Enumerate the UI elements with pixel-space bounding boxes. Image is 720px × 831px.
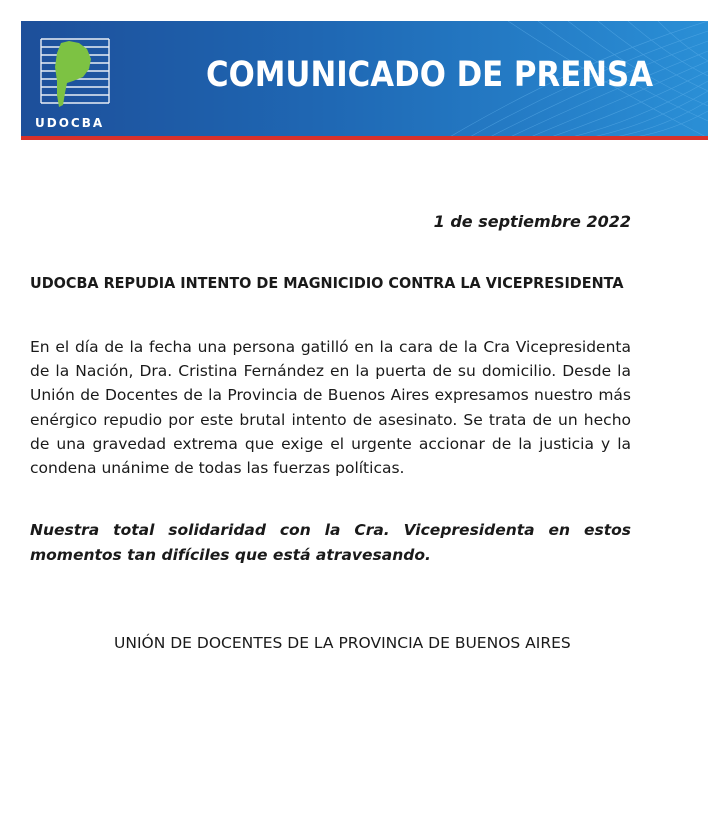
body-paragraph: En el día de la fecha una persona gatilló en la cara de la Cra Vicepresidenta de la Nación, Dra. Cristina Fernández en la puerta de su domicilio. Desde la Unión de Docentes de la Provincia de Buenos Aires expresamos nuestro más enérgico repudio por este brutal intento de asesinato. Se trata de un hecho de una gravedad extrema que exige el urgente accionar de la justicia y la condena unánime de todas las fuerzas políticas.	[30, 338, 631, 478]
province-map-logo-icon	[39, 33, 111, 111]
document-headline: UDOCBA REPUDIA INTENTO DE MAGNICIDIO CONTRA LA VICEPRESIDENTA	[30, 274, 624, 292]
accent-bar	[21, 136, 708, 140]
header-banner	[21, 21, 708, 138]
logo	[39, 33, 111, 111]
solidarity-paragraph: Nuestra total solidaridad con la Cra. Vicepresidenta en estos momentos tan difíciles que está atravesando.	[30, 521, 631, 564]
page-title: COMUNICADO DE PRENSA	[206, 55, 654, 95]
org-short-name: UDOCBA	[35, 116, 105, 130]
signature: UNIÓN DE DOCENTES DE LA PROVINCIA DE BUENOS AIRES	[114, 634, 571, 652]
document-date: 1 de septiembre 2022	[433, 212, 631, 231]
